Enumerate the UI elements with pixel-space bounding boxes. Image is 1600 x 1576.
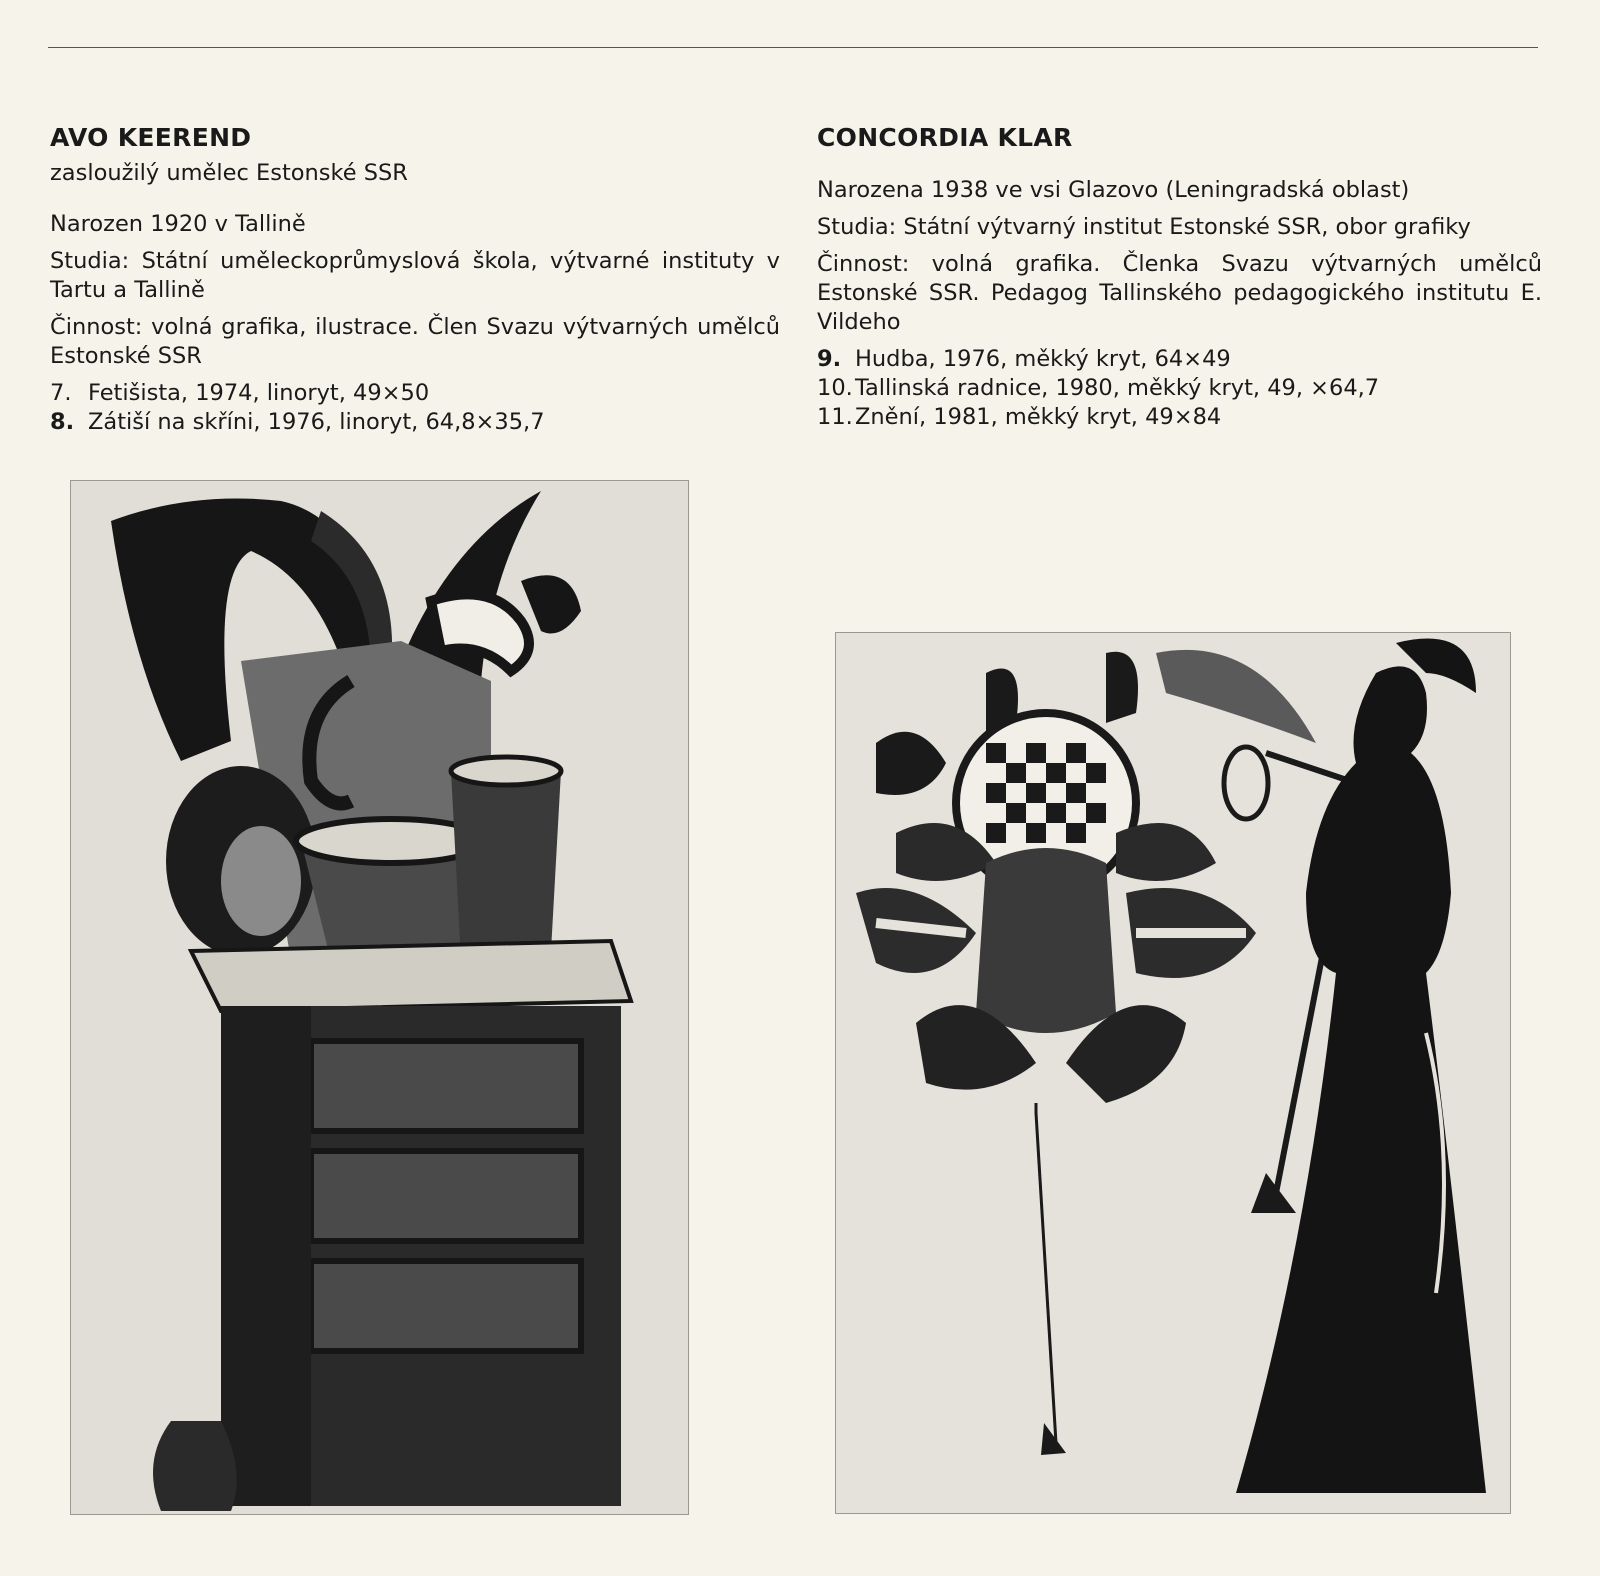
work-number: 10. — [817, 375, 853, 401]
artist-birth: Narozen 1920 v Tallině — [50, 211, 306, 237]
work-text: Tallinská radnice, 1980, měkký kryt, 49, ×64,7 — [855, 375, 1380, 401]
work-text: Hudba, 1976, měkký kryt, 64×49 — [855, 346, 1231, 372]
work-item — [50, 379, 780, 408]
work-number: 9. — [817, 346, 842, 372]
work-item — [50, 408, 780, 437]
work-text: Fetišista, 1974, linoryt, 49×50 — [88, 380, 430, 406]
work-number: 8. — [50, 409, 75, 435]
music-softground-image — [836, 633, 1510, 1513]
work-item — [817, 403, 1542, 432]
works-list — [50, 379, 780, 437]
artist-name: CONCORDIA KLAR — [817, 123, 1073, 152]
artist-column-klar — [817, 122, 1542, 432]
still-life-linocut-image — [71, 481, 688, 1514]
work-item — [817, 374, 1542, 403]
work-number: 7. — [50, 380, 72, 406]
artwork-still-life-on-cabinet — [70, 480, 689, 1515]
artist-birth: Narozena 1938 ve vsi Glazovo (Leningradská oblast) — [817, 177, 1410, 203]
work-text: Znění, 1981, měkký kryt, 49×84 — [855, 404, 1222, 430]
work-item — [817, 345, 1542, 374]
work-text: Zátiší na skříni, 1976, linoryt, 64,8×35,7 — [88, 409, 545, 435]
artist-honorific: zasloužilý umělec Estonské SSR — [50, 160, 408, 186]
work-number: 11. — [817, 404, 853, 430]
works-list — [817, 345, 1542, 432]
artist-name: AVO KEEREND — [50, 123, 252, 152]
artist-activity: Činnost: volná grafika. Členka Svazu výtvarných umělců Estonské SSR. Pedagog Tallinského pedagogického institutu E. Vildeho — [817, 251, 1542, 335]
artist-column-keerend — [50, 122, 780, 437]
artist-studies: Studia: Státní výtvarný institut Estonské SSR, obor grafiky — [817, 214, 1471, 240]
artist-studies: Studia: Státní uměleckoprůmyslová škola, výtvarné instituty v Tartu a Tallině — [50, 248, 780, 303]
artwork-woman-with-horn — [835, 632, 1511, 1514]
artist-activity: Činnost: volná grafika, ilustrace. Člen Svazu výtvarných umělců Estonské SSR — [50, 314, 780, 369]
top-rule — [48, 47, 1538, 48]
